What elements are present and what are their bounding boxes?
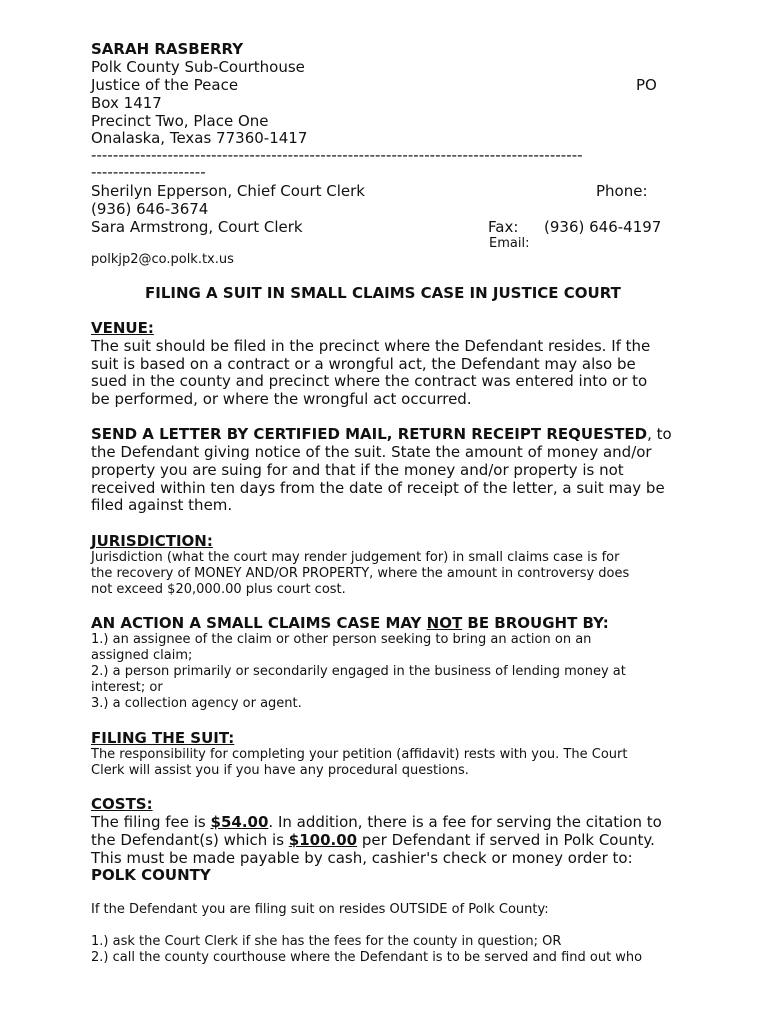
letter-lead-bold: SEND A LETTER BY CERTIFIED MAIL, RETURN RECEIPT REQUESTED <box>91 425 648 443</box>
filing-line: Clerk will assist you if you have any procedural questions. <box>91 763 469 778</box>
costs-line: This must be made payable by cash, cashier's check or money order to: <box>91 849 633 867</box>
venue-line: sued in the county and precinct where the contract was entered into or to <box>91 372 648 390</box>
costs-text: per Defendant if served in Polk County. <box>357 831 655 849</box>
po-box: Box 1417 <box>91 94 162 112</box>
costs-heading: COSTS: <box>91 795 153 813</box>
separator-line: ------------------------------------------------------------------------------------------ <box>91 146 583 164</box>
venue-heading: VENUE: <box>91 319 154 337</box>
action-item: 3.) a collection agency or agent. <box>91 696 302 711</box>
outside-intro: If the Defendant you are filing suit on resides OUTSIDE of Polk County: <box>91 902 549 917</box>
email-address: polkjp2@co.polk.tx.us <box>91 252 234 267</box>
jurisdiction-line: the recovery of MONEY AND/OR PROPERTY, where the amount in controversy does <box>91 566 630 581</box>
outside-item: 1.) ask the Court Clerk if she has the fees for the county in question; OR <box>91 934 562 949</box>
action-item: assigned claim; <box>91 648 193 663</box>
letter-line: property you are suing for and that if the money and/or property is not <box>91 461 624 479</box>
service-fee: $100.00 <box>288 831 358 849</box>
action-heading-end: BE BROUGHT BY: <box>462 614 609 632</box>
costs-line <box>91 815 662 830</box>
action-item: 1.) an assignee of the claim or other person seeking to bring an action on an <box>91 632 592 647</box>
fax-number: (936) 646-4197 <box>544 218 662 236</box>
city-address: Onalaska, Texas 77360-1417 <box>91 129 308 147</box>
document-title: FILING A SUIT IN SMALL CLAIMS CASE IN JUSTICE COURT <box>145 284 621 302</box>
costs-text: . In addition, there is a fee for serving the citation to <box>268 813 662 831</box>
costs-line <box>91 833 655 848</box>
chief-clerk: Sherilyn Epperson, Chief Court Clerk <box>91 182 365 200</box>
letter-line: the Defendant giving notice of the suit. State the amount of money and/or <box>91 443 652 461</box>
action-item: interest; or <box>91 680 163 695</box>
action-item: 2.) a person primarily or secondarily engaged in the business of lending money at <box>91 664 626 679</box>
filing-fee: $54.00 <box>210 813 269 831</box>
venue-line: suit is based on a contract or a wrongful act, the Defendant may also be <box>91 355 636 373</box>
letter-line: filed against them. <box>91 496 233 514</box>
email-label: Email: <box>489 236 530 251</box>
judge-title: Justice of the Peace <box>91 76 239 94</box>
po-label: PO <box>636 76 657 94</box>
phone-number: (936) 646-3674 <box>91 200 209 218</box>
letter-lead-line <box>91 427 672 442</box>
payee: POLK COUNTY <box>91 866 211 884</box>
separator-line-continued: --------------------- <box>91 163 206 181</box>
jurisdiction-line: not exceed $20,000.00 plus court cost. <box>91 582 346 597</box>
venue-line: The suit should be filed in the precinct where the Defendant resides. If the <box>91 337 651 355</box>
jurisdiction-line: Jurisdiction (what the court may render judgement for) in small claims case is for <box>91 550 620 565</box>
filing-heading: FILING THE SUIT: <box>91 729 235 747</box>
jurisdiction-heading: JURISDICTION: <box>91 532 213 550</box>
venue-line: be performed, or where the wrongful act occurred. <box>91 390 472 408</box>
fax-label: Fax: <box>488 218 519 236</box>
filing-line: The responsibility for completing your petition (affidavit) rests with you. The Court <box>91 747 628 762</box>
costs-text: The filing fee is <box>91 813 211 831</box>
outside-item: 2.) call the county courthouse where the Defendant is to be served and find out who <box>91 950 643 965</box>
phone-label: Phone: <box>596 182 648 200</box>
action-heading-start: AN ACTION A SMALL CLAIMS CASE MAY <box>91 614 427 632</box>
judge-name: SARAH RASBERRY <box>91 40 244 58</box>
costs-text: the Defendant(s) which is <box>91 831 289 849</box>
letter-lead-tail: , to <box>647 425 672 443</box>
precinct: Precinct Two, Place One <box>91 112 269 130</box>
letter-line: received within ten days from the date of receipt of the letter, a suit may be <box>91 479 665 497</box>
action-heading-not: NOT <box>426 614 463 632</box>
action-heading <box>91 616 609 631</box>
office-name: Polk County Sub-Courthouse <box>91 58 305 76</box>
court-clerk: Sara Armstrong, Court Clerk <box>91 218 303 236</box>
